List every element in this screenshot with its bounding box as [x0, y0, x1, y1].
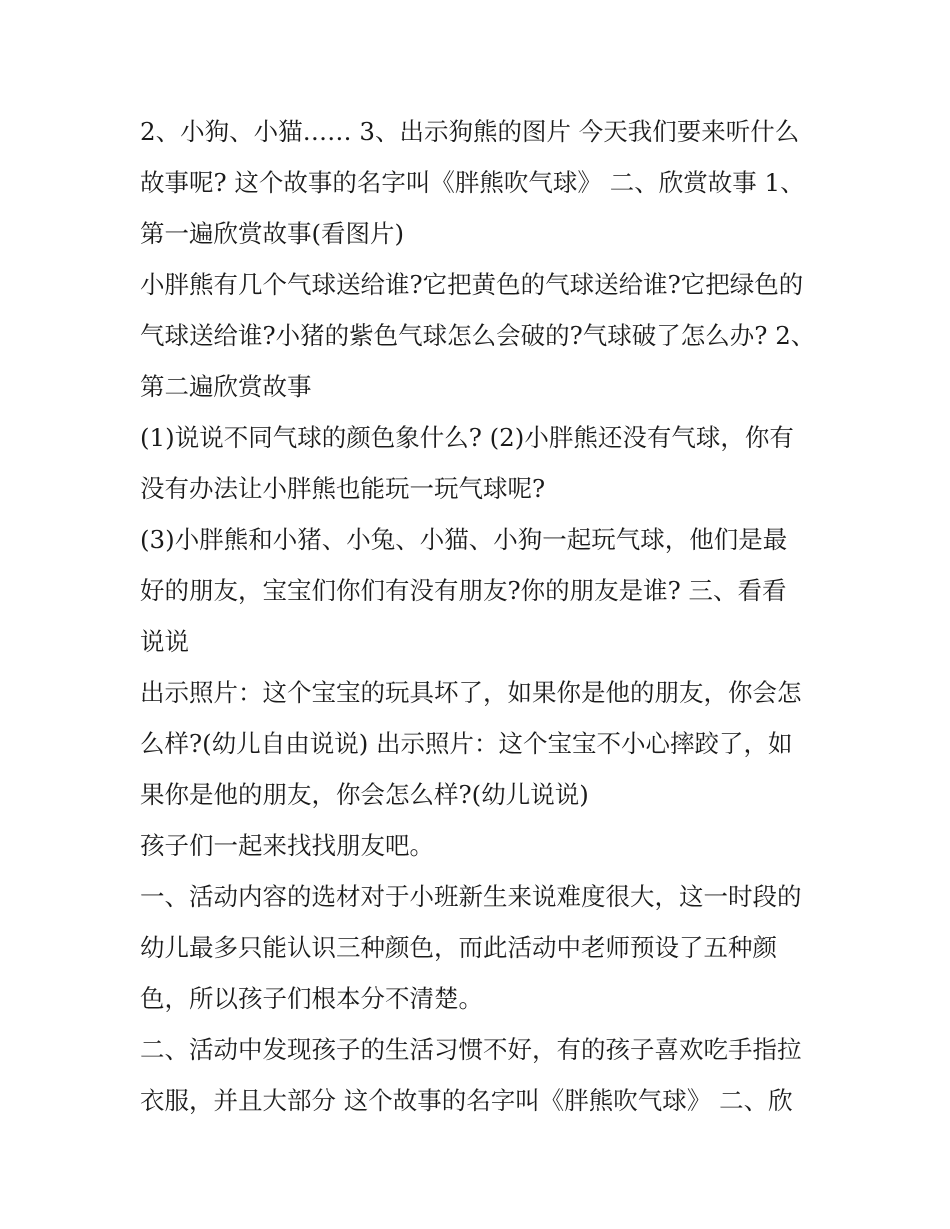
text-line: 么样?(幼儿自由说说) 出示照片：这个宝宝不小心摔跤了，如 — [140, 729, 793, 758]
paragraph-6 — [140, 820, 820, 871]
text-line: 出示照片：这个宝宝的玩具坏了，如果你是他的朋友，你会怎 — [140, 678, 802, 707]
text-line: 没有办法让小胖熊也能玩一玩气球呢? — [140, 474, 546, 503]
text-line: (1)说说不同气球的颜色象什么? (2)小胖熊还没有气球，你有 — [140, 423, 794, 452]
text-line: (3)小胖熊和小猪、小兔、小猫、小狗一起玩气球，他们是最 — [140, 525, 788, 554]
text-line: 果你是他的朋友，你会怎么样?(幼儿说说) — [140, 780, 589, 809]
paragraph-1 — [140, 106, 820, 259]
text-line: 衣服，并且大部分 这个故事的名字叫《胖熊吹气球》 二、欣 — [140, 1086, 793, 1115]
text-line: 色，所以孩子们根本分不清楚。 — [140, 984, 483, 1013]
text-line: 好的朋友，宝宝们你们有没有朋友?你的朋友是谁? 三、看看 — [140, 576, 787, 605]
text-line: 二、活动中发现孩子的生活习惯不好，有的孩子喜欢吃手指拉 — [140, 1035, 802, 1064]
text-line: 幼儿最多只能认识三种颜色，而此活动中老师预设了五种颜 — [140, 933, 777, 962]
text-line: 说说 — [140, 627, 189, 656]
paragraph-4 — [140, 514, 820, 667]
text-line: 气球送给谁?小猪的紫色气球怎么会破的?气球破了怎么办? 2、 — [140, 321, 816, 350]
text-line: 2、小狗、小猫…… 3、出示狗熊的图片 今天我们要来听什么 — [140, 117, 800, 146]
paragraph-3 — [140, 412, 820, 514]
paragraph-8 — [140, 1024, 820, 1126]
text-line: 第一遍欣赏故事(看图片) — [140, 219, 405, 248]
paragraph-5 — [140, 667, 820, 820]
text-line: 第二遍欣赏故事 — [140, 372, 312, 401]
document-body — [140, 106, 820, 1126]
text-line: 小胖熊有几个气球送给谁?它把黄色的气球送给谁?它把绿色的 — [140, 270, 804, 299]
text-line: 孩子们一起来找找朋友吧。 — [140, 831, 434, 860]
text-line: 一、活动内容的选材对于小班新生来说难度很大，这一时段的 — [140, 882, 802, 911]
paragraph-2 — [140, 259, 820, 412]
text-line: 故事呢? 这个故事的名字叫《胖熊吹气球》 二、欣赏故事 1、 — [140, 168, 805, 197]
paragraph-7 — [140, 871, 820, 1024]
